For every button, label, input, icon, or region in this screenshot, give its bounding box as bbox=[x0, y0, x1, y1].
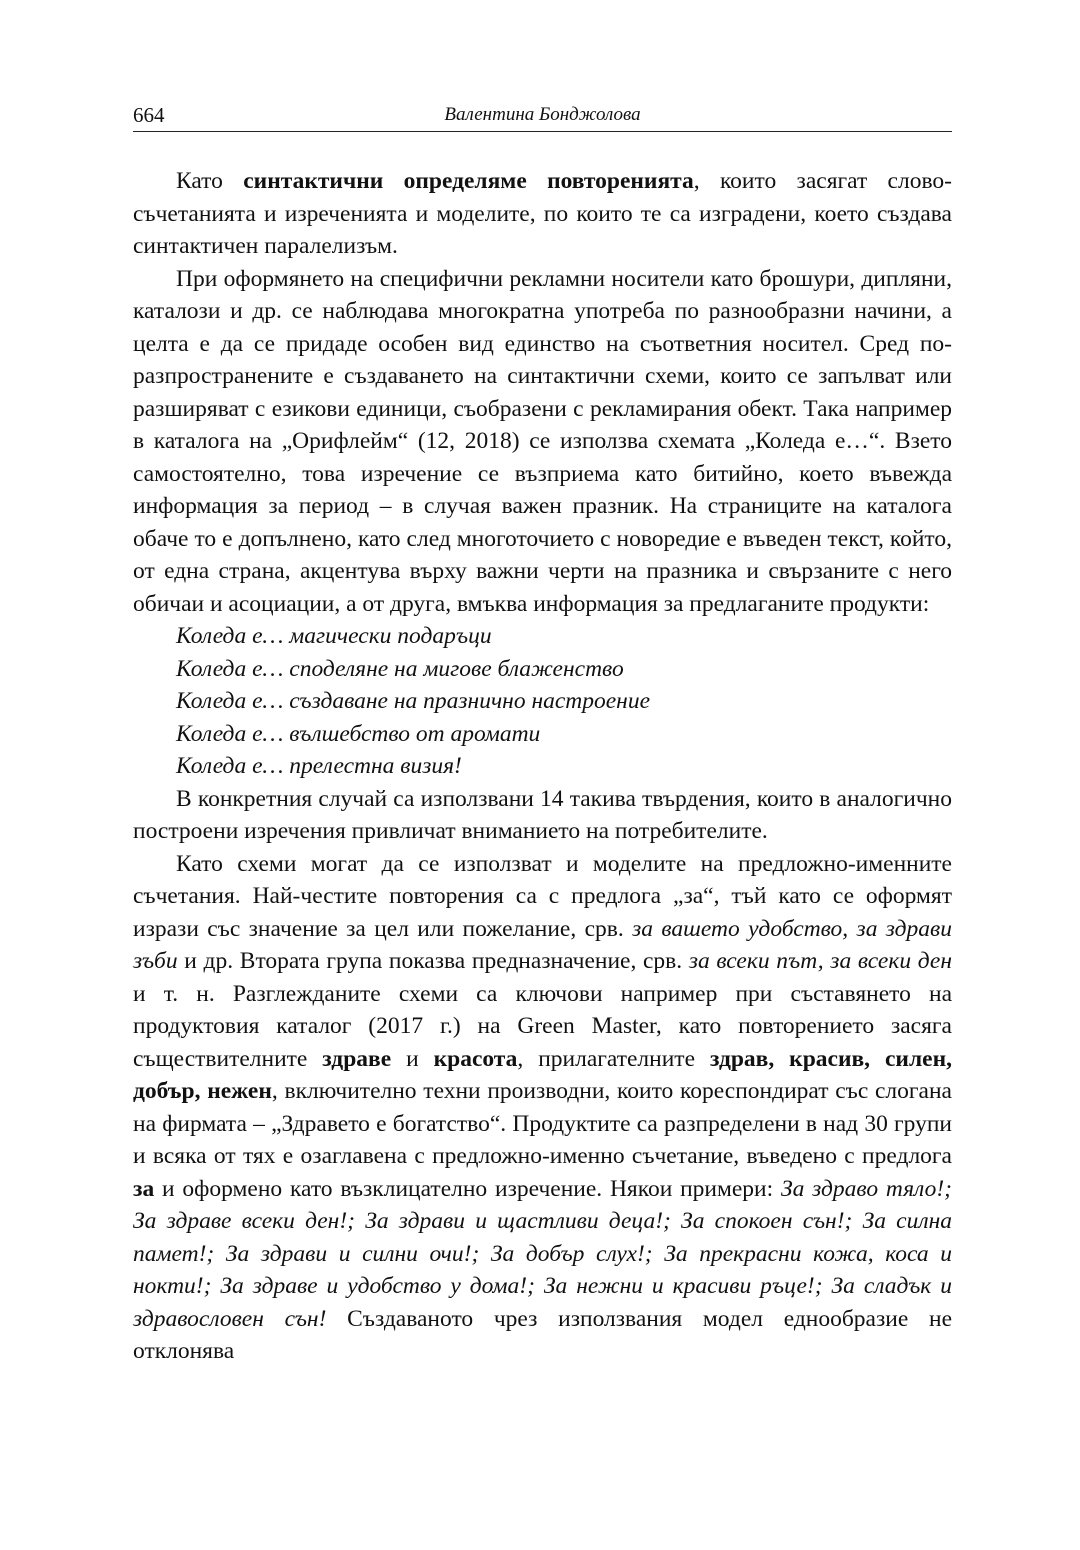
paragraph bbox=[133, 783, 952, 848]
text-run: , включително техни производни, които кореспондират със слогана на фирмата – „Здравето е богатство“. Продуктите са разпределени в над 30 групи и всяка от тях е озаглавена с предложно-именно съчетание, въведено с предлога bbox=[133, 1078, 952, 1169]
page-number: 664 bbox=[133, 103, 165, 127]
paragraph bbox=[133, 165, 952, 263]
italic-run: за всеки път, за всеки ден bbox=[688, 948, 952, 974]
paragraph bbox=[133, 263, 952, 621]
text-run: , които засягат словосъчетанията и изреченията и моделите, по които те са изградени, което създава синтактичен паралелизъм. bbox=[133, 168, 952, 259]
bold-run: за bbox=[133, 1175, 155, 1202]
text-run: и др. Втората група показва предназначение, срв. bbox=[177, 948, 689, 974]
text-run: и bbox=[391, 1045, 434, 1072]
example-line: Коледа е… създаване на празнично настроение bbox=[176, 688, 651, 714]
text-run: , прилагателните bbox=[517, 1045, 710, 1072]
text-run: и т. н. Разглежданите схеми са ключови например при съставянето на продуктовия каталог (2017 г.) на Green Master, като повторението засяга съществителните bbox=[133, 980, 952, 1072]
bold-run: здраве bbox=[322, 1045, 392, 1072]
text-run: Създаваното чрез използвания модел еднообразие не отклонява bbox=[133, 1305, 952, 1364]
text-run: В конкретния случай са използвани 14 такива твърдения, които в аналогично построени изречения привличат вниманието на потребителите. bbox=[133, 785, 952, 844]
example-line: Коледа е… магически подаръци bbox=[176, 623, 492, 649]
bold-run: синтактични определяме повторенията bbox=[243, 168, 694, 194]
text-run: Като схеми могат да се използват и моделите на предложно-именните съчетания. Най-честите повторения са с предлога „за“, тъй като се оформят изрази със значение за цел или пожелание, срв. bbox=[133, 850, 952, 942]
example-line: Коледа е… вълшебство от аромати bbox=[176, 720, 541, 747]
paragraph bbox=[133, 848, 952, 1368]
text-run: и оформено като възклицателно изречение. Някои примери: bbox=[154, 1175, 781, 1202]
italic-run: за вашето удобство, за здрави зъби bbox=[133, 915, 952, 974]
bold-run: здрав, красив, силен, добър, нежен bbox=[133, 1045, 952, 1104]
text-run: Като bbox=[176, 168, 244, 194]
italic-run: За здраво тяло!; За здраве всеки ден!; За здрави и щастливи деца!; За спокоен сън!; За силна памет!; За здрави и силни очи!; За добър слух!; За прекрасни кожа, коса и нокти!; За здраве и удобство у дома!; За нежни и красиви ръце!; За сладък и здравословен сън! bbox=[133, 1175, 952, 1332]
text-run: При оформянето на специфични рекламни носители като брошури, дипляни, каталози и др. се наблюдава многократна употреба по разнообразни начини, а целта е да се придаде особен вид единство на съответния носител. Сред по-разпространените е създаването на синтактични схеми, които се запълват или разширяват с езикови единици, съобразени с рекламирания обект. Така например в каталога на „Орифлейм“ (12, 2018) се използва схемата „Коледа е…“. Взето самостоятелно, това изречение се възприема като битийно, което въвежда информация за период – в случая важен празник. На страниците на каталога обаче то е допълнено, като след многоточието с новоредие е въведен текст, който, от една страна, акцентува върху важни черти на празника и свързаните с него обичаи и асоциации, а от друга, вмъква информация за предлаганите продукти: bbox=[133, 265, 952, 617]
example-line: Коледа е… прелестна визия! bbox=[176, 753, 462, 779]
body-text bbox=[133, 165, 952, 1368]
bold-run: красота bbox=[433, 1045, 518, 1072]
running-header bbox=[133, 101, 952, 132]
example-line: Коледа е… споделяне на мигове блаженство bbox=[176, 655, 624, 682]
running-author: Валентина Бонджолова bbox=[444, 104, 641, 125]
example-list bbox=[133, 620, 952, 783]
